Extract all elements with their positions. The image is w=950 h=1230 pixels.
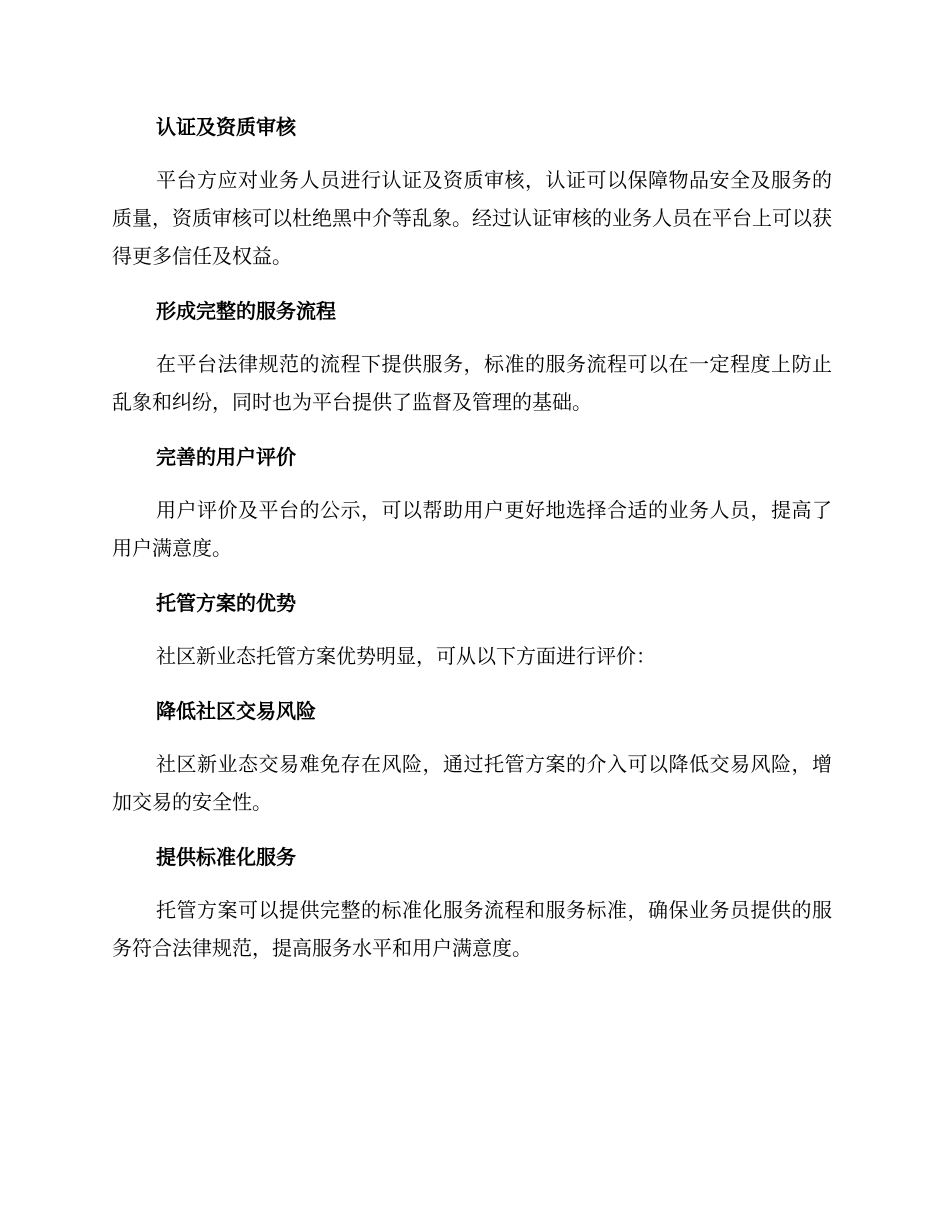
section-standardized-service xyxy=(112,841,832,967)
section-reduce-risk xyxy=(112,695,832,821)
document-body xyxy=(112,111,832,967)
section-paragraph: 平台方应对业务人员进行认证及资质审核，认证可以保障物品安全及服务的质量，资质审核可以杜绝黑中介等乱象。经过认证审核的业务人员在平台上可以获得更多信任及权益。 xyxy=(112,168,832,268)
section-user-reviews xyxy=(112,441,832,567)
section-heading: 完善的用户评价 xyxy=(156,445,296,469)
section-paragraph: 用户评价及平台的公示，可以帮助用户更好地选择合适的业务人员，提高了用户满意度。 xyxy=(112,498,832,560)
section-paragraph: 托管方案可以提供完整的标准化服务流程和服务标准，确保业务员提供的服务符合法律规范，提高服务水平和用户满意度。 xyxy=(112,898,832,960)
section-heading: 认证及资质审核 xyxy=(156,115,296,139)
section-hosting-advantages xyxy=(112,587,832,675)
section-service-process xyxy=(112,295,832,421)
section-heading: 提供标准化服务 xyxy=(156,845,296,869)
section-paragraph: 在平台法律规范的流程下提供服务，标准的服务流程可以在一定程度上防止乱象和纠纷，同时也为平台提供了监督及管理的基础。 xyxy=(112,352,832,414)
section-heading: 托管方案的优势 xyxy=(156,591,296,615)
section-paragraph: 社区新业态托管方案优势明显，可从以下方面进行评价： xyxy=(156,644,656,668)
section-heading: 形成完整的服务流程 xyxy=(156,299,336,323)
section-paragraph: 社区新业态交易难免存在风险，通过托管方案的介入可以降低交易风险，增加交易的安全性。 xyxy=(112,752,832,814)
section-heading: 降低社区交易风险 xyxy=(156,699,316,723)
section-certification xyxy=(112,111,832,275)
